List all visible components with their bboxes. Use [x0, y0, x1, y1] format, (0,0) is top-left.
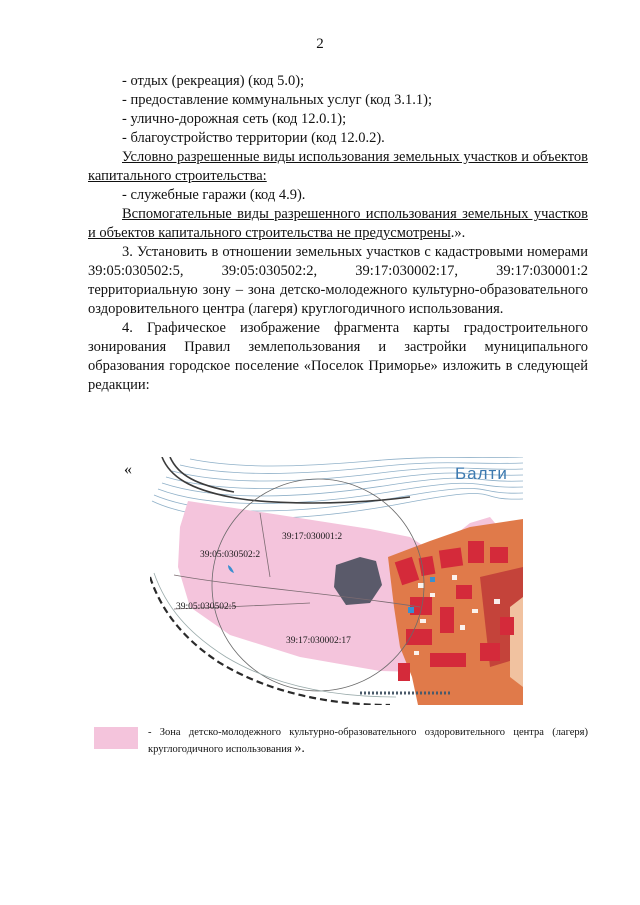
auxiliary-uses-heading: Вспомогательные виды разрешенного использования земельных участков и объектов капитального строительства не предусмотрены: [88, 206, 588, 241]
list-item: - служебные гаражи (код 4.9).: [122, 187, 306, 203]
parcel-label: 39:05:030502:2: [200, 550, 261, 560]
parcel-label: 39:17:030002:17: [286, 636, 351, 646]
paragraph-4: 4. Графическое изображение фрагмента карты градостроительного зонирования Правил землепользования и застройки муниципального образования городское поселение «Поселок Приморье» изложить в следующей редакции:: [88, 320, 588, 393]
closing-quote: .».: [450, 225, 466, 241]
legend-swatch: [94, 727, 138, 749]
paragraph-3: 3. Установить в отношении земельных участков с кадастровыми номерами 39:05:030502:5, 39:05:030502:2, 39:17:030002:17, 39:17:030001:2 территориальную зону – зона детско-молодежного культурно-образовательного оздоровительного центра (лагеря) круглогодичного использования.: [88, 244, 588, 317]
document-body: [88, 72, 588, 395]
sea-label: Балти: [455, 464, 508, 483]
parcel-label: 39:17:030001:2: [282, 532, 343, 542]
zoning-map-svg: [150, 457, 523, 705]
zoning-map: [150, 457, 523, 705]
page-number: 2: [316, 36, 324, 52]
open-quote: «: [124, 461, 132, 478]
parcel-label: 39:05:030502:5: [176, 602, 237, 612]
list-item: - улично-дорожная сеть (код 12.0.1);: [122, 111, 347, 127]
closing-quote: ».: [294, 741, 305, 756]
list-item: - отдых (рекреация) (код 5.0);: [122, 73, 305, 89]
legend-label: - Зона детско-молодежного культурно-образовательного оздоровительного центра (лагеря) круглогодичного использования: [148, 727, 588, 755]
legend-text: [148, 725, 588, 758]
conditional-uses-heading: Условно разрешенные виды использования земельных участков и объектов капитального строительства:: [88, 149, 588, 184]
auxiliary-uses-paragraph: [88, 205, 588, 243]
list-item: - предоставление коммунальных услуг (код 3.1.1);: [122, 92, 432, 108]
list-item: - благоустройство территории (код 12.0.2).: [122, 130, 385, 146]
